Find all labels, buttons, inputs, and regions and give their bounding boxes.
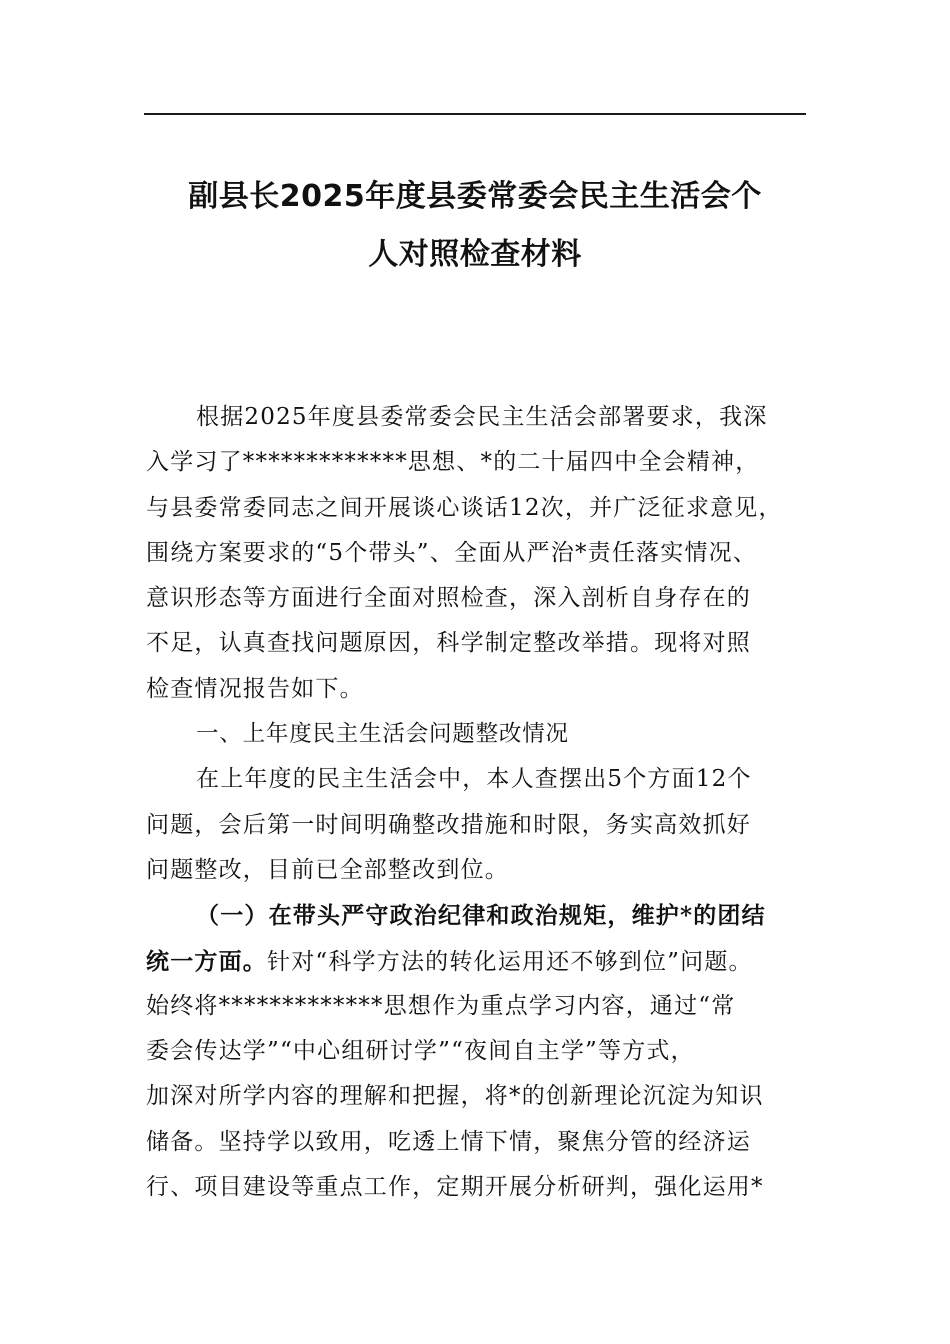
body-line: 根据2025年度县委常委会民主生活会部署要求，我深 xyxy=(196,404,768,430)
body-line: 检查情况报告如下。 xyxy=(146,675,364,702)
body-line: 问题整改，目前已全部整改到位。 xyxy=(146,856,509,883)
body-line-mixed xyxy=(146,939,811,984)
body-text: 针对“科学方法的转化运用还不够到位”问题。 xyxy=(267,948,753,975)
section-heading: 一、上年度民主生活会问题整改情况 xyxy=(196,721,569,748)
header-rule xyxy=(144,113,806,115)
body-line: 加深对所学内容的理解和把握，将*的创新理论沉淀为知识 xyxy=(146,1083,764,1110)
body-line: 储备。坚持学以致用，吃透上情下情，聚焦分管的经济运 xyxy=(146,1128,751,1155)
document-body xyxy=(146,395,811,1210)
title-line-1: 副县长2025年度县委常委会民主生活会个 xyxy=(188,179,762,214)
body-line: 入学习了*************思想、*的二十届四中全会精神， xyxy=(146,449,760,476)
body-line: 与县委常委同志之间开展谈心谈话12次，并广泛征求意见， xyxy=(146,494,783,521)
title-line-2: 人对照检查材料 xyxy=(368,237,582,272)
body-line: 行、项目建设等重点工作，定期开展分析研判，强化运用* xyxy=(146,1174,764,1201)
body-line: 意识形态等方面进行全面对照检查，深入剖析自身存在的 xyxy=(146,585,751,612)
body-line: 不足，认真查找问题原因，科学制定整改举措。现将对照 xyxy=(146,630,751,657)
subsection-heading-tail: 统一方面。 xyxy=(146,947,267,975)
subsection-heading: （一）在带头严守政治纪律和政治规矩，维护*的团结 xyxy=(196,902,766,930)
body-line: 始终将*************思想作为重点学习内容，通过“常 xyxy=(146,992,736,1019)
body-line: 围绕方案要求的“5个带头”、全面从严治*责任落实情况、 xyxy=(146,539,758,566)
body-line: 问题，会后第一时间明确整改措施和时限，务实高效抓好 xyxy=(146,811,751,838)
body-line: 在上年度的民主生活会中，本人查摆出5个方面12个 xyxy=(196,766,752,793)
body-line: 委会传达学”“中心组研讨学”“夜间自主学”等方式， xyxy=(146,1038,695,1065)
document-title xyxy=(130,168,820,284)
